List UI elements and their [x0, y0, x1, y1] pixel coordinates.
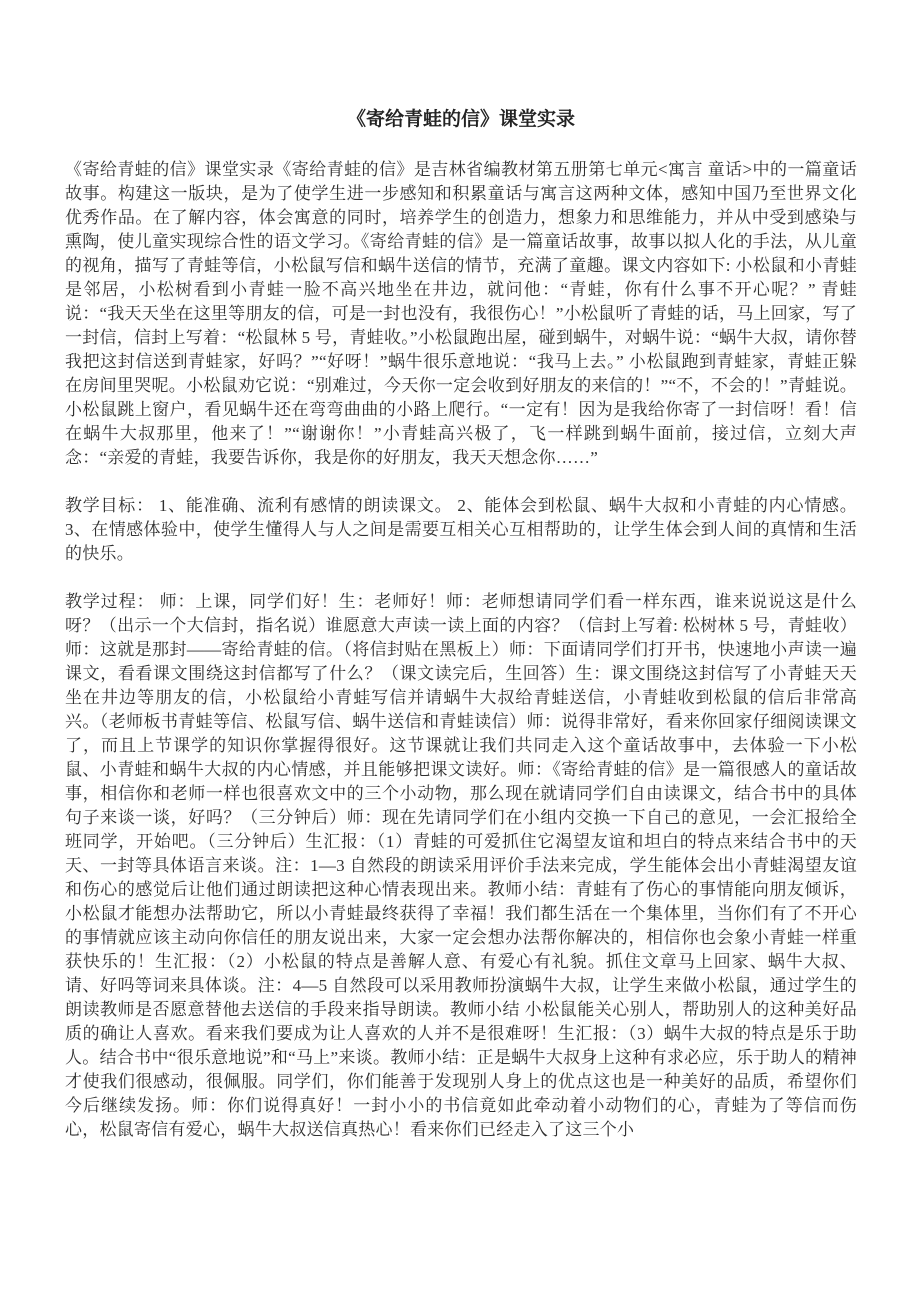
paragraph-intro: 《寄给青蛙的信》课堂实录《寄给青蛙的信》是吉林省编教材第五册第七单元<寓言 童话>中的一篇童话故事。构建这一版块，是为了使学生进一步感知和积累童话与寓言这两种文体，感知中国乃至世界文化优秀作品。在了解内容，体会寓意的同时，培养学生的创造力，想象力和思维能力，并从中受到感染与熏陶，使儿童实现综合性的语文学习。《寄给青蛙的信》是一篇童话故事，故事以拟人化的手法，从儿童的视角，描写了青蛙等信，小松鼠写信和蜗牛送信的情节，充满了童趣。课文内容如下: 小松鼠和小青蛙是邻居，小松树看到小青蛙一脸不高兴地坐在井边，就问他：“青蛙，你有什么事不开心呢？” 青蛙说：“我天天坐在这里等朋友的信，可是一封也没有，我很伤心！”小松鼠听了青蛙的话，马上回家，写了一封信，信封上写着：“松鼠林 5 号，青蛙收。”小松鼠跑出屋，碰到蜗牛，对蜗牛说：“蜗牛大叔，请你替我把这封信送到青蛙家，好吗？”“好呀！”蜗牛很乐意地说：“我马上去。” 小松鼠跑到青蛙家，青蛙正躲在房间里哭呢。小松鼠劝它说：“别难过，今天你一定会收到好朋友的来信的！”“不，不会的！”青蛙说。小松鼠跳上窗户，看见蜗牛还在弯弯曲曲的小路上爬行。“一定有！因为是我给你寄了一封信呀！看！信在蜗牛大叔那里，他来了！”“谢谢你！”小青蛙高兴极了，飞一样跳到蜗牛面前，接过信，立刻大声念：“亲爱的青蛙，我要告诉你，我是你的好朋友，我天天想念你……” [65, 160, 857, 467]
page-content [65, 0, 857, 1142]
paragraph-teaching-process: 教学过程： 师：上课，同学们好！生：老师好！师：老师想请同学们看一样东西，谁来说说这是什么呀？（出示一个大信封，指名说）谁愿意大声读一读上面的内容？（信封上写着: 松树林 5 号，青蛙收）师：这就是那封——寄给青蛙的信。（将信封贴在黑板上）师：下面请同学们打开书，快速地小声读一遍课文，看看课文围绕这封信都写了什么？（课文读完后，生回答）生：课文围绕这封信写了小青蛙天天坐在井边等朋友的信，小松鼠给小青蛙写信并请蜗牛大叔给青蛙送信，小青蛙收到松鼠的信后非常高兴。（老师板书青蛙等信、松鼠写信、蜗牛送信和青蛙读信）师：说得非常好，看来你回家仔细阅读课文了，而且上节课学的知识你掌握得很好。这节课就让我们共同走入这个童话故事中，去体验一下小松鼠、小青蛙和蜗牛大叔的内心情感，并且能够把课文读好。师：《寄给青蛙的信》是一篇很感人的童话故事，相信你和老师一样也很喜欢文中的三个小动物，那么现在就请同学们自由读课文，结合书中的具体句子来谈一谈，好吗？（三分钟后）师：现在先请同学们在小组内交换一下自己的意见，一会汇报给全班同学，开始吧。（三分钟后）生汇报：（1）青蛙的可爱抓住它渴望友谊和坦白的特点来结合书中的天天、一封等具体语言来谈。注：1—3 自然段的朗读采用评价手法来完成，学生能体会出小青蛙渴望友谊和伤心的感觉后让他们通过朗读把这种心情表现出来。教师小结：青蛙有了伤心的事情能向朋友倾诉，小松鼠才能想办法帮助它，所以小青蛙最终获得了幸福！我们都生活在一个集体里，当你们有了不开心的事情就应该主动向你信任的朋友说出来，大家一定会想办法帮你解决的，相信你也会象小青蛙一样重获快乐的！生汇报：（2）小松鼠的特点是善解人意、有爱心有礼貌。抓住文章马上回家、蜗牛大叔、请、好吗等词来具体谈。注：4—5 自然段可以采用教师扮演蜗牛大叔，让学生来做小松鼠，通过学生的朗读教师是否愿意替他去送信的手段来指导朗读。教师小结 小松鼠能关心别人，帮助别人的这种美好品质的确让人喜欢。看来我们要成为让人喜欢的人并不是很难呀！生汇报：（3）蜗牛大叔的特点是乐于助人。结合书中“很乐意地说”和“马上”来谈。教师小结：正是蜗牛大叔身上这种有求必应，乐于助人的精神才使我们很感动，很佩服。同学们，你们能善于发现别人身上的优点这也是一种美好的品质，希望你们今后继续发扬。师：你们说得真好！一封小小的书信竟如此牵动着小动物们的心，青蛙为了等信而伤心，松鼠寄信有爱心，蜗牛大叔送信真热心！看来你们已经走入了这三个小 [65, 592, 857, 1139]
paragraph-teaching-objectives: 教学目标： 1、能准确、流利有感情的朗读课文。 2、能体会到松鼠、蜗牛大叔和小青蛙的内心情感。 3、在情感体验中，使学生懂得人与人之间是需要互相关心互相帮助的，让学生体会到人间的真情和生活的快乐。 [65, 496, 857, 563]
page-title: 《寄给青蛙的信》课堂实录 [346, 109, 575, 130]
